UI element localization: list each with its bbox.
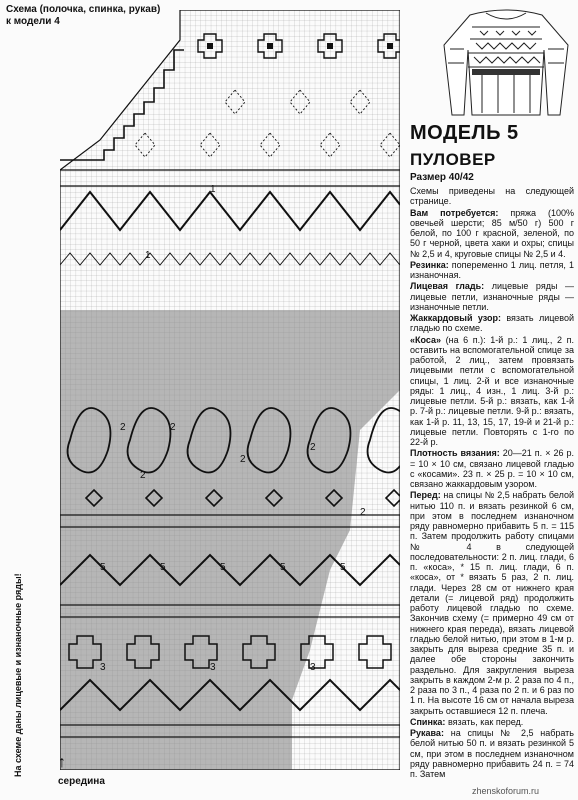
chart-grid xyxy=(60,10,400,770)
instructions-column xyxy=(410,186,574,798)
stockinette-label: Лицевая гладь: xyxy=(410,281,485,292)
chart-number-label: 5 xyxy=(280,562,286,573)
model-size: Размер 40/42 xyxy=(410,172,474,183)
back-text: вязать, как перед. xyxy=(447,716,524,727)
front-label: Перед: xyxy=(410,490,441,501)
cable-label: «Коса» xyxy=(410,334,442,345)
density-text: 20—21 п. × 26 р. = 10 × 10 см, связано лицевой гладью с «косами». 23 п. × 25 р. = 10 × 10 см, связано жаккардовым узором. xyxy=(410,448,574,489)
back-label: Спинка: xyxy=(410,716,446,727)
stockinette-text: лицевые ряды — лицевые петли, изнаночные ряды — изнаночные петли. xyxy=(410,281,574,312)
jacquard-label: Жаккардовый узор: xyxy=(410,313,501,323)
density-paragraph xyxy=(410,448,574,489)
materials-text: пряжа (100% овечьей шерсти; 85 м/50 г) 500 г белой, по 100 г красной, зеленой, по 50 г черной, цвета хаки и охры; спицы № 2,5 и 4, круговые спицы № 2,5 и 4. xyxy=(410,207,574,259)
front-text: на спицы № 2,5 набрать белой нитью 110 п. и вязать резинкой 6 см, при этом в последнем изнаночном ряду равномерно прибавить 5 п. = 115 п. Затем продолжить работу спицами № 4 в следующей последовательности: 2 п. лиц. глади, 6 п. «коса», * 15 п. лиц. глади, 6 п. «коса», от * вязать 5 раз, 2 п. лиц. глади. Через 28 см от нижнего края детали (= лицевой ряд) продолжить работу лицевой гладью по схеме. Закончив схему (= примерно 49 см от нижнего края переда), вязать лицевой гладью белой нитью, при этом в 1-м р. закрыть для выреза средние 35 п. и далее обе стороны закончить раздельно. Для закругления выреза закрыть в каждом 2-м р. 2 раза по 4 п., 2 раза по 3 п., 4 раза по 2 п. и 6 раз по 1 п. На высоте 16 см от начала выреза закрыть оставшиеся 12 п. плеча. xyxy=(410,490,574,716)
chart-number-label: 1 xyxy=(210,184,216,195)
chart-number-label: 3 xyxy=(210,662,216,673)
sleeve-label: Рукава: xyxy=(410,728,444,738)
model-title: МОДЕЛЬ 5 xyxy=(410,122,519,144)
chart-number-label: 2 xyxy=(360,507,366,518)
chart-number-label: 2 xyxy=(170,422,176,433)
chart-number-label: 2 xyxy=(240,454,246,465)
arrow-up-icon: ↑ xyxy=(58,754,66,771)
chart-number-label: 5 xyxy=(160,562,166,573)
intro-text: Схемы приведены на следующей странице. xyxy=(410,186,574,207)
rib-paragraph xyxy=(410,260,574,281)
cable-text: (на 6 п.): 1-й р.: 1 лиц., 2 п. оставить на вспомогательной спице за работой, 2 лиц., затем провязать лицевыми петли с вспомогательной спицы, 1 лиц. 2-й и все изнаночные ряды: 1 лиц., 4 изн., 1 лиц. 3-й р.: лицевые петли. 5-й р.: вязать, как 1-й р. 7-й р.: лицевые петли. 9-й р.: вязать, как 1-й р. 11, 13, 15, 17, 19-й и 21-й р.: лицевые петли. Повторять с 1-го по 22-й р. xyxy=(410,334,574,447)
chart-number-label: 2 xyxy=(310,442,316,453)
model-subtitle: ПУЛОВЕР xyxy=(410,150,496,169)
middle-label: середина xyxy=(58,776,105,787)
rib-label: Резинка: xyxy=(410,259,449,270)
rib-text: попеременно 1 лиц. петля, 1 изнаночная. xyxy=(410,259,574,280)
sleeve-text: на спицы № 2,5 набрать белой нитью 50 п. и вязать резинкой 5 см, при этом в последнем изнаночном ряду равномерно прибавить 24 п. = 74 п. Затем xyxy=(410,728,574,779)
intro-paragraph xyxy=(410,186,574,207)
jacquard-text: вязать лицевой гладью по схеме. xyxy=(410,313,574,334)
chart-number-label: 3 xyxy=(100,662,106,673)
chart-side-note: На схеме даны лицевые и изнаночные ряды! xyxy=(13,573,23,777)
chart-number-label: 2 xyxy=(120,422,126,433)
cross-motif-center xyxy=(267,43,273,49)
chart-number-label: 5 xyxy=(100,562,106,573)
back-paragraph xyxy=(410,717,574,727)
cross-motif-center xyxy=(327,43,333,49)
chart-caption-line-1: Схема (полочка, спинка, рукав) xyxy=(6,4,161,15)
front-paragraph xyxy=(410,490,574,716)
density-label: Плотность вязания: xyxy=(410,448,500,459)
stockinette-paragraph xyxy=(410,281,574,312)
chart-number-label: 2 xyxy=(140,470,146,481)
watermark: zhenskoforum.ru xyxy=(472,786,540,796)
materials-paragraph xyxy=(410,208,574,259)
chart-number-label: 3 xyxy=(310,662,316,673)
jacquard-paragraph xyxy=(410,313,574,334)
chart-number-label: 5 xyxy=(220,562,226,573)
chart-number-label: 1 xyxy=(145,250,151,261)
chart-number-label: 5 xyxy=(340,562,346,573)
cable-paragraph xyxy=(410,335,574,448)
sweater-illustration xyxy=(440,5,572,117)
cross-motif-center xyxy=(207,43,213,49)
cross-motif-center xyxy=(387,43,393,49)
chart-caption-line-2: к модели 4 xyxy=(6,16,60,27)
materials-label: Вам потребуется: xyxy=(410,207,499,218)
knitting-chart xyxy=(60,10,400,770)
sleeve-paragraph xyxy=(410,728,574,779)
